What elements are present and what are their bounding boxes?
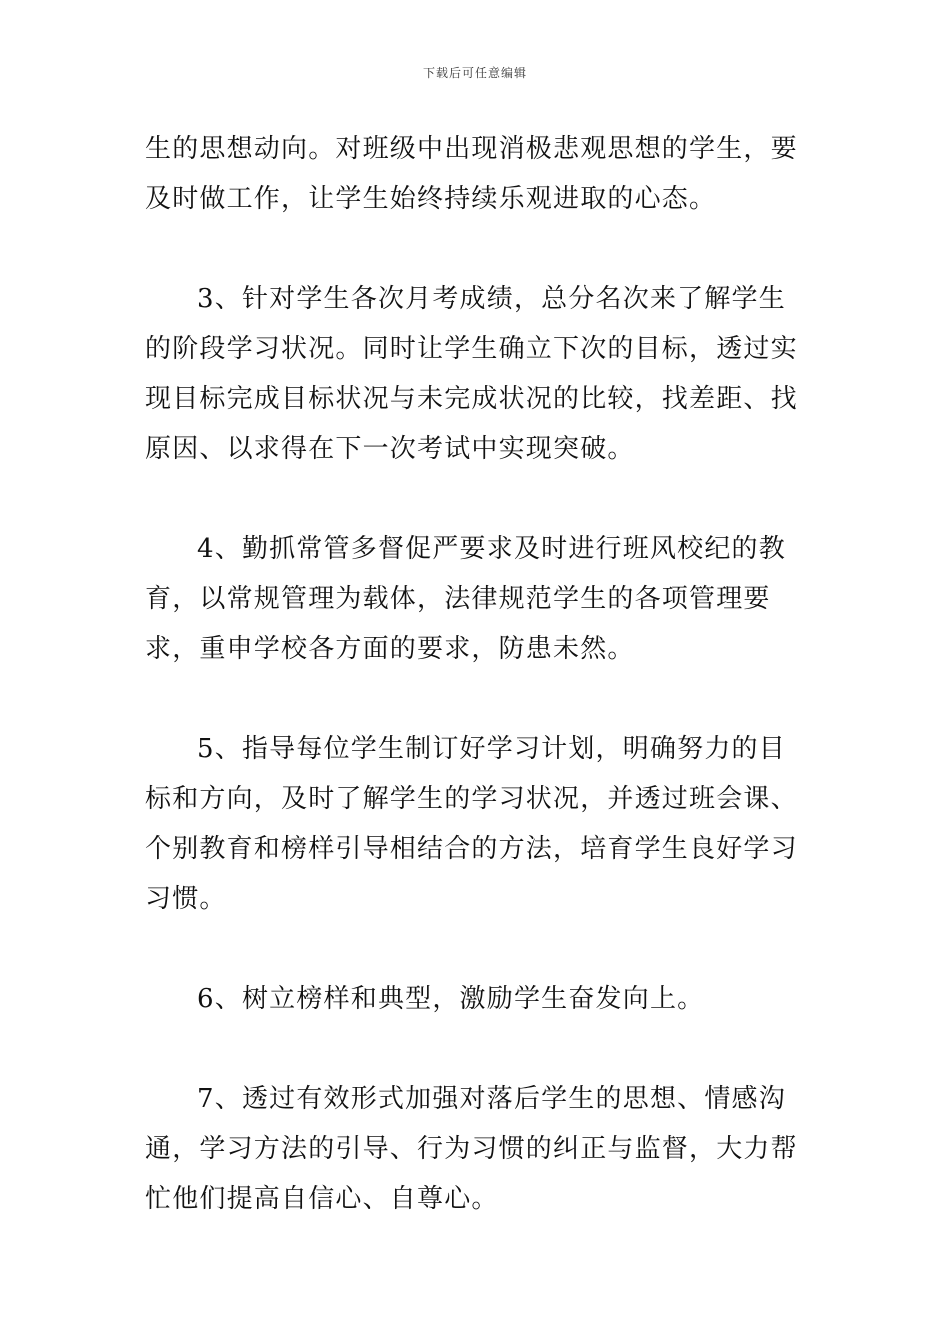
paragraph-item-5: 5、指导每位学生制订好学习计划，明确努力的目标和方向，及时了解学生的学习状况，并透过班会课、个别教育和榜样引导相结合的方法，培育学生良好学习习惯。	[145, 734, 798, 914]
page-header: 下载后可任意编辑	[422, 66, 527, 80]
paragraph-continuation: 生的思想动向。对班级中出现消极悲观思想的学生，要及时做工作，让学生始终持续乐观进取的心态。	[145, 134, 798, 214]
paragraph-item-4: 4、勤抓常管多督促严要求及时进行班风校纪的教育，以常规管理为载体，法律规范学生的各项管理要求，重申学校各方面的要求，防患未然。	[145, 534, 786, 664]
paragraph-item-6: 6、树立榜样和典型，激励学生奋发向上。	[197, 984, 705, 1014]
paragraph-item-3: 3、针对学生各次月考成绩，总分名次来了解学生的阶段学习状况。同时让学生确立下次的目标，透过实现目标完成目标状况与未完成状况的比较，找差距、找原因、以求得在下一次考试中实现突破。	[145, 284, 798, 464]
document-body	[145, 124, 810, 1274]
paragraph-item-7: 7、透过有效形式加强对落后学生的思想、情感沟通，学习方法的引导、行为习惯的纠正与监督，大力帮忙他们提高自信心、自尊心。	[145, 1084, 798, 1214]
